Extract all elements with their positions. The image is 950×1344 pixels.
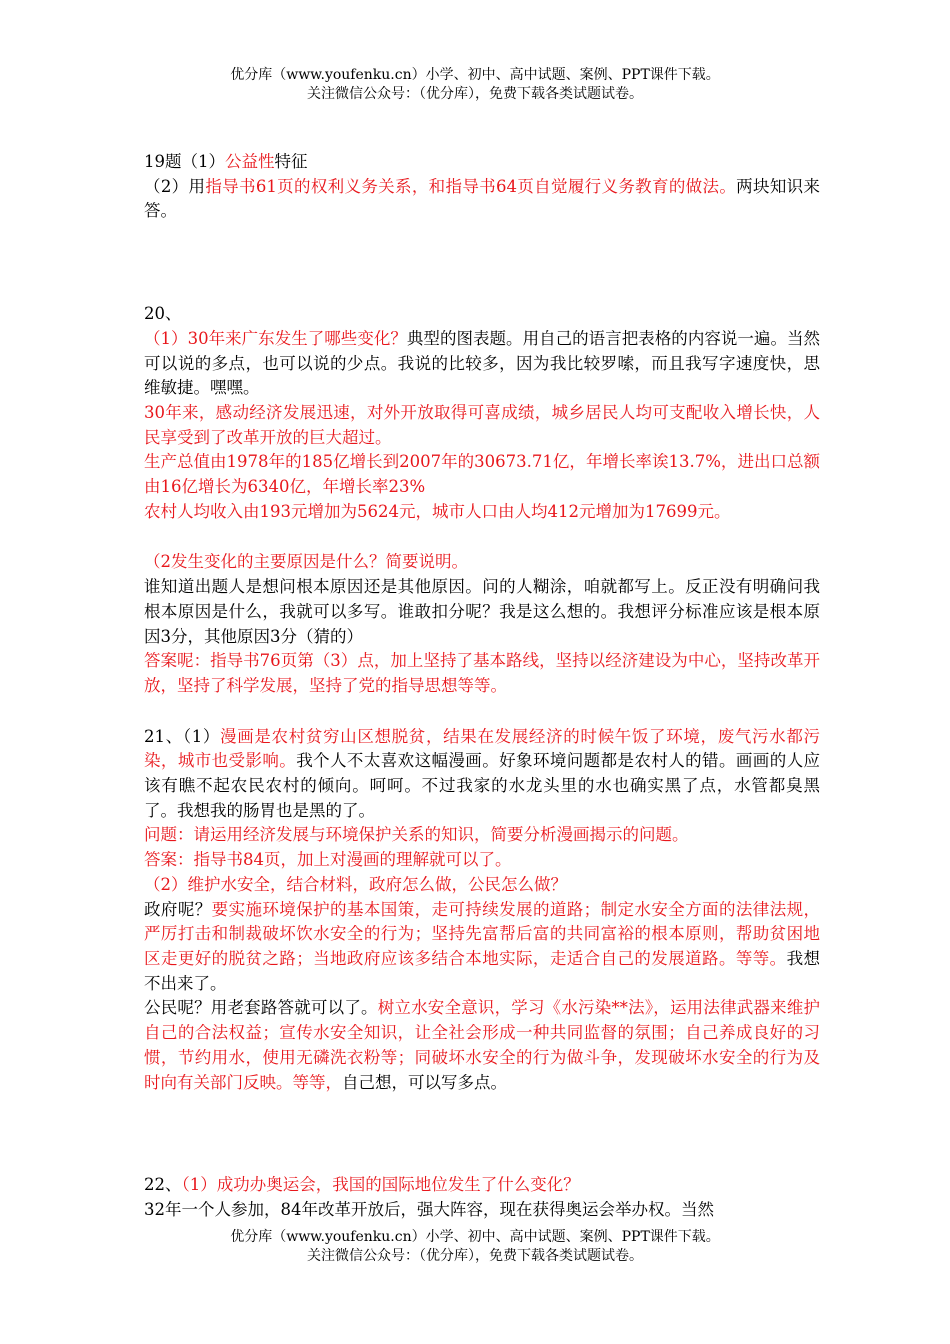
q20-sub2-answer: 答案呢：指导书76页第（3）点，加上坚持了基本路线，坚持以经济建设为中心，坚持改革开放，坚持了科学发展，坚持了党的指导思想等等。 xyxy=(144,651,820,695)
q21-sub1: 21、（1）漫画是农村贫穷山区想脱贫，结果在发展经济的时候午饭了环境，废气污水都污染，城市也受影响。我个人不太喜欢这幅漫画。好象环境问题都是农村人的错。画画的人应该有瞧不起农民农村的倾向。呵呵。不过我家的水龙头里的水也确实黑了点，水管都臭黑了。我想我的肠胃也是黑的了。 xyxy=(144,726,821,820)
q21-citizen: 公民呢？用老套路答就可以了。树立水安全意识，学习《水污染**法》，运用法律武器来维护自己的合法权益；宣传水安全知识，让全社会形成一种共同监督的氛围；自己养成良好的习惯，节约用水，使用无磷洗衣粉等；同破坏水安全的行为做斗争，发现破坏水安全的行为及时向有关部门反映。等等，自己想，可以写多点。 xyxy=(144,998,821,1092)
q20-answer-2: 生产总值由1978年的185亿增长到2007年的30673.71亿，年增长率诶13.7%，进出口总额由16亿增长为6340亿，年增长率23% xyxy=(144,452,820,497)
header-line-1: 优分库（www.youfenku.cn）小学、初中、高中试题、案例、PPT课件下载。 xyxy=(230,67,720,83)
q20-sub1: （1）30年来广东发生了哪些变化？典型的图表题。用自己的语言把表格的内容说一遍。当然可以说的多点，也可以说的少点。我说的比较多，因为我比较罗嗦，而且我写字速度快，思维敏捷。嘿嘿。 xyxy=(144,328,821,398)
q20-answer-1: 30年来，感动经济发展迅速，对外开放取得可喜成绩，城乡居民人均可支配收入增长快，人民享受到了改革开放的巨大超过。 xyxy=(144,402,820,447)
document-body xyxy=(144,150,820,1223)
q21-government: 政府呢？要实施环境保护的基本国策，走可持续发展的道路；制定水安全方面的法律法规，严厉打击和制裁破坏饮水安全的行为；坚持先富帮后富的共同富裕的根本原则，帮助贫困地区走更好的脱贫之路；当地政府应该多结合本地实际，走适合自己的发展道路。等等。我想不出来了。 xyxy=(144,899,821,993)
q22-comment: 32年一个人参加，84年改革开放后，强大阵容，现在获得奥运会举办权。当然 xyxy=(144,1199,714,1219)
q20-sub2: （2发生变化的主要原因是什么？简要说明。 xyxy=(144,552,468,572)
q21-question: 问题：请运用经济发展与环境保护关系的知识，简要分析漫画揭示的问题。 xyxy=(144,825,689,845)
q21-answer: 答案：指导书84页，加上对漫画的理解就可以了。 xyxy=(144,850,512,870)
q20-number: 20、 xyxy=(144,304,182,324)
page-footer xyxy=(0,1228,950,1266)
header-line-2: 关注微信公众号：（优分库），免费下载各类试题试卷。 xyxy=(307,86,643,102)
q22-sub1: 22、（1）成功办奥运会，我国的国际地位发生了什么变化？ xyxy=(144,1175,580,1195)
q21-sub2: （2）维护水安全，结合材料，政府怎么做，公民怎么做？ xyxy=(144,874,567,894)
footer-line-1: 优分库（www.youfenku.cn）小学、初中、高中试题、案例、PPT课件下载。 xyxy=(230,1229,720,1245)
q20-answer-3: 农村人均收入由193元增加为5624元，城市人口由人均412元增加为17699元。 xyxy=(144,501,731,521)
page-header xyxy=(0,66,950,104)
footer-line-2: 关注微信公众号：（优分库），免费下载各类试题试卷。 xyxy=(307,1248,643,1264)
q20-sub2-comment: 谁知道出题人是想问根本原因还是其他原因。问的人糊涂，咱就都写上。反正没有明确问我根本原因是什么，我就可以多写。谁敢扣分呢？我是这么想的。我想评分标准应该是根本原因3分，其他原因3分（猜的） xyxy=(144,577,820,646)
q19-line-1: 19题（1）公益性特征 xyxy=(144,152,308,171)
q19-line-2: （2）用指导书61页的权利义务关系，和指导书64页自觉履行义务教育的做法。两块知识来答。 xyxy=(144,176,821,221)
